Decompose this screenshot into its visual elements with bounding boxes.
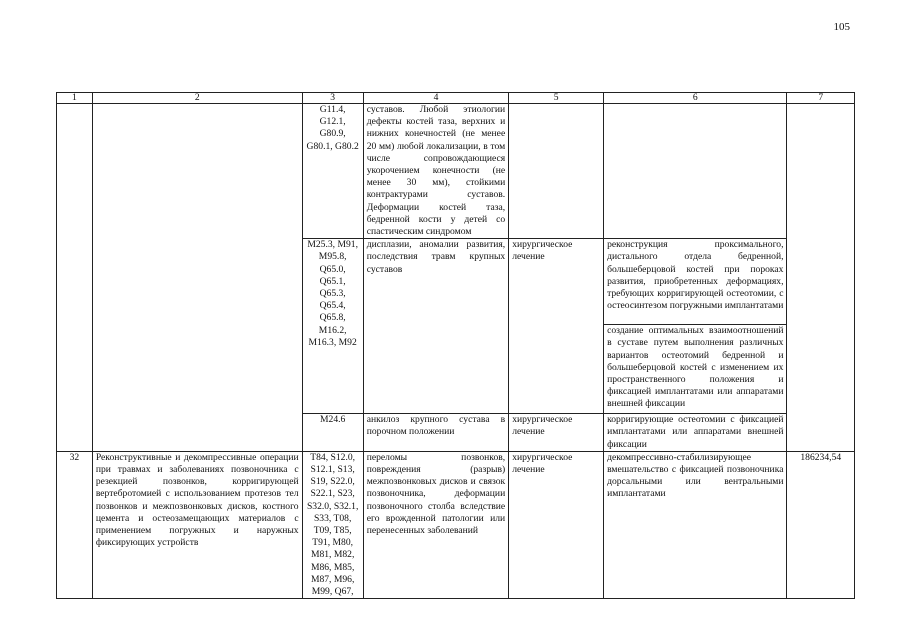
- column-number: 2: [92, 93, 302, 104]
- cost-cell: [787, 104, 855, 452]
- cost-cell: 186234,54: [787, 451, 855, 598]
- patient-model-cell: суставов. Любой этиологии дефекты костей таза, верхних и нижних конечностей (не менее 20 мм) любой локализации, в том числе сопровождающиеся укорочением конечности (не менее 30 мм), стойкими контрактурами суставов. Деформации костей таза, бедренной кости у детей со спастическим синдромом: [363, 104, 508, 239]
- icd-codes-cell: M24.6: [302, 414, 363, 452]
- table-row: [57, 104, 855, 239]
- patient-model-cell: дисплазии, аномалии развития, последствия травм крупных суставов: [363, 239, 508, 414]
- column-number-row: [57, 93, 855, 104]
- patient-model-cell: анкилоз крупного сустава в порочном положении: [363, 414, 508, 452]
- row-number-cell: 32: [57, 451, 93, 598]
- medical-care-table: [56, 92, 855, 599]
- treatment-method: создание оптимальных взаимоотношений в суставе путем выполнения различных вариантов остеотомий бедренной и большеберцовой костей с изменением их пространственного положения и фиксацией имплантатами или аппаратами внешней фиксации: [604, 324, 786, 410]
- column-number: 7: [787, 93, 855, 104]
- column-number: 4: [363, 93, 508, 104]
- treatment-method: реконструкция проксимального, дистального отдела бедренной, большеберцовой костей при пороках развития, приобретенных деформациях, требующих корригирующей остеотомии, с остеосинтезом погружными имплантатами: [607, 239, 784, 312]
- icd-codes-cell: G11.4, G12.1, G80.9, G80.1, G80.2: [302, 104, 363, 239]
- column-number: 5: [509, 93, 604, 104]
- row-number-cell: [57, 104, 93, 452]
- icd-codes-cell: T84, S12.0, S12.1, S13, S19, S22.0, S22.1, S23, S32.0, S32.1, S33, T08, T09, T85, T91, M80, M81, M82, M86, M85, M87, M96, M99, Q67,: [302, 451, 363, 598]
- treatment-type-cell: хирургическое лечение: [509, 414, 604, 452]
- icd-codes-cell: M25.3, M91, M95.8, Q65.0, Q65.1, Q65.3, Q65.4, Q65.8, M16.2, M16.3, M92: [302, 239, 363, 414]
- page-number: 105: [833, 21, 850, 33]
- treatment-type-cell: хирургическое лечение: [509, 239, 604, 414]
- group-name-cell: [92, 104, 302, 452]
- treatment-method-cell: декомпрессивно-стабилизирующее вмешательство с фиксацией позвоночника дорсальными или вентральными имплантатами: [604, 451, 787, 598]
- treatment-method-cell: [604, 104, 787, 239]
- table-row: [57, 451, 855, 598]
- treatment-type-cell: [509, 104, 604, 239]
- column-number: 1: [57, 93, 93, 104]
- patient-model-cell: переломы позвонков, повреждения (разрыв) межпозвонковых дисков и связок позвоночника, деформации позвоночного столба вследствие его врожденной патологии или перенесенных заболеваний: [363, 451, 508, 598]
- treatment-method-cell: корригирующие остеотомии с фиксацией имплантатами или аппаратами внешней фиксации: [604, 414, 787, 452]
- column-number: 3: [302, 93, 363, 104]
- column-number: 6: [604, 93, 787, 104]
- treatment-method-cell: [604, 239, 787, 414]
- treatment-type-cell: хирургическое лечение: [509, 451, 604, 598]
- group-name-cell: Реконструктивные и декомпрессивные операции при травмах и заболеваниях позвоночника с резекцией позвонков, корригирующей вертебротомией с использованием протезов тел позвонков и межпозвонковых дисков, костного цемента и остеозамещающих материалов с применением погружных и наружных фиксирующих устройств: [92, 451, 302, 598]
